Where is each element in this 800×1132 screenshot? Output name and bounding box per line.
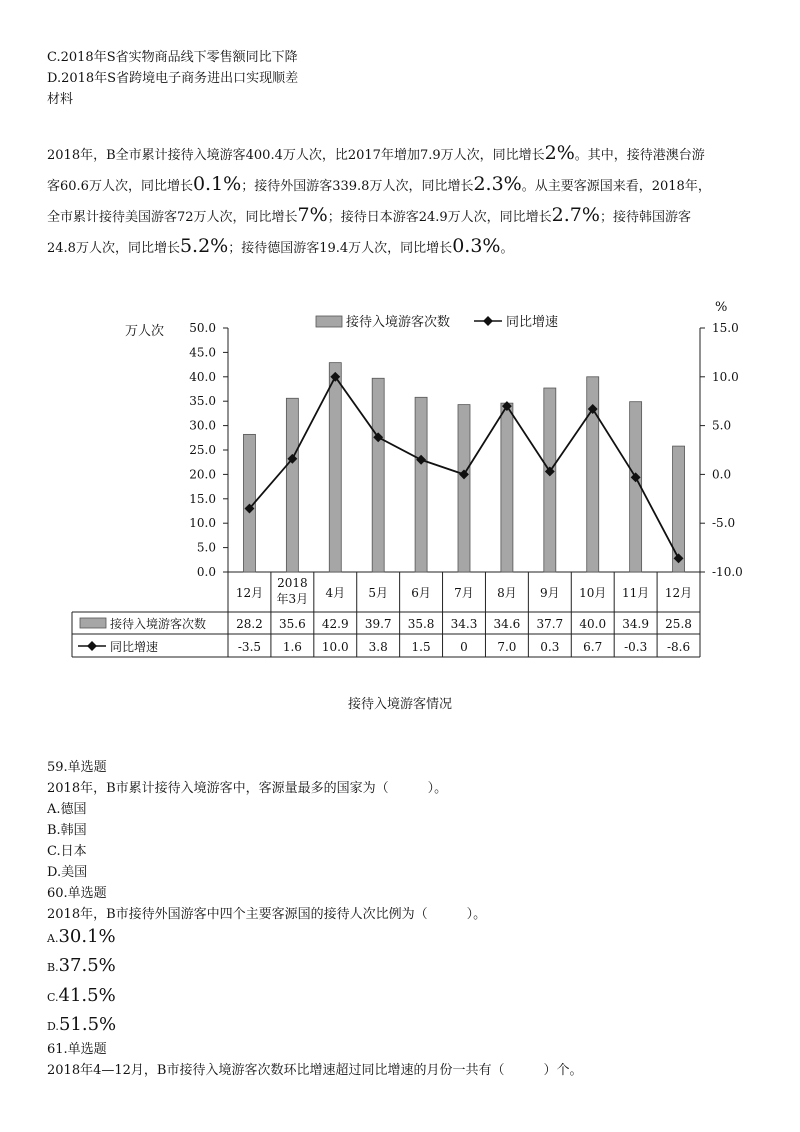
bar: [415, 397, 427, 572]
left-tick-label: 50.0: [189, 321, 216, 335]
paragraph-line-2: 客60.6万人次，同比增长0.1%；接待外国游客339.8万人次，同比增长2.3%。从主要客源国来看，2018年，: [47, 173, 711, 195]
category-label: 年3月: [276, 592, 309, 606]
table-line-marker: [87, 641, 97, 651]
table-value-growth: -0.3: [624, 640, 648, 654]
left-axis-unit: 万人次: [125, 324, 165, 339]
bar: [372, 378, 384, 572]
category-label: 12月: [664, 586, 693, 600]
option-c: C.2018年S省实物商品线下零售额同比下降: [47, 50, 298, 65]
right-tick-label: 15.0: [712, 321, 739, 335]
left-tick-label: 45.0: [189, 345, 216, 360]
chart-caption: 接待入境游客情况: [347, 697, 452, 712]
bar: [458, 405, 470, 572]
bar: [544, 388, 556, 572]
legend-line-marker: [483, 316, 493, 326]
bar: [329, 363, 341, 572]
bar: [286, 398, 298, 572]
right-tick-label: 5.0: [712, 418, 732, 433]
paragraph-line-3: 全市累计接待美国游客72万人次，同比增长7%；接待日本游客24.9万人次，同比增长2.7%；接待韩国游客: [47, 204, 691, 226]
paragraph-line-1: 2018年，B全市累计接待入境游客400.4万人次，比2017年增加7.9万人次，同比增长2%。其中，接待港澳台游: [47, 142, 705, 164]
table-value-growth: -8.6: [666, 640, 691, 654]
table-value-visitors: 39.7: [364, 617, 392, 631]
q59-header: 59.单选题: [47, 760, 107, 775]
left-tick-label: 40.0: [189, 369, 216, 384]
category-label: 7月: [454, 586, 474, 600]
table-value-visitors: 34.6: [493, 617, 521, 631]
table-value-visitors: 35.6: [279, 617, 306, 631]
q60-option-d[interactable]: D.51.5%: [47, 1014, 117, 1035]
table-value-growth: 6.7: [583, 640, 603, 654]
table-value-visitors: 40.0: [579, 617, 607, 631]
right-tick-label: -10.0: [712, 565, 743, 579]
table-value-visitors: 34.9: [622, 617, 649, 631]
right-tick-label: -5.0: [712, 516, 736, 531]
left-tick-label: 15.0: [189, 491, 216, 506]
q60-header: 60.单选题: [47, 886, 107, 901]
category-label: 11月: [621, 586, 650, 600]
table-value-growth: 10.0: [321, 640, 349, 654]
q59-option-d[interactable]: D.美国: [47, 865, 88, 880]
category-label: 10月: [579, 586, 607, 600]
option-d: D.2018年S省跨境电子商务进出口实现顺差: [47, 71, 299, 86]
bar: [673, 446, 685, 572]
table-value-visitors: 28.2: [236, 617, 263, 631]
right-axis-unit: %: [715, 300, 728, 315]
table-value-growth: 0.3: [540, 640, 560, 654]
table-value-growth: 7.0: [497, 640, 517, 654]
table-value-growth: 3.8: [368, 640, 388, 654]
bar: [501, 403, 513, 572]
table-value-visitors: 35.8: [407, 617, 435, 631]
left-tick-label: 0.0: [196, 565, 216, 579]
table-row-label-bars: 接待入境游客次数: [110, 617, 207, 631]
table-value-growth: -3.5: [237, 640, 262, 654]
legend-bar-label: 接待入境游客次数: [346, 315, 451, 330]
q59-option-a[interactable]: A.德国: [47, 802, 87, 817]
left-tick-label: 20.0: [189, 467, 216, 482]
right-tick-label: 0.0: [712, 467, 732, 482]
category-label: 12月: [235, 586, 264, 600]
q60-option-b[interactable]: B.37.5%: [47, 955, 116, 976]
table-row-label-growth: 同比增速: [110, 640, 159, 654]
q60-option-a[interactable]: A.30.1%: [47, 926, 116, 947]
left-tick-label: 10.0: [189, 516, 216, 531]
category-label: 5月: [368, 586, 389, 600]
table-value-visitors: 25.8: [665, 617, 692, 631]
table-value-visitors: 37.7: [536, 617, 564, 631]
q61-header: 61.单选题: [47, 1042, 107, 1057]
material-label: 材料: [47, 92, 74, 107]
category-label: 6月: [411, 586, 431, 600]
q59-option-c[interactable]: C.日本: [47, 844, 87, 859]
category-label: 9月: [539, 586, 560, 600]
legend-bar-swatch: [316, 316, 342, 327]
left-tick-label: 25.0: [189, 443, 216, 457]
left-tick-label: 5.0: [196, 540, 216, 555]
q59-option-b[interactable]: B.韩国: [47, 823, 87, 838]
category-label: 2018: [277, 576, 308, 590]
q60-option-c[interactable]: C.41.5%: [47, 985, 116, 1006]
paragraph-line-4: 24.8万人次，同比增长5.2%；接待德国游客19.4万人次，同比增长0.3%。: [47, 235, 514, 257]
left-tick-label: 30.0: [189, 418, 216, 433]
table-value-growth: 1.5: [411, 640, 431, 654]
table-value-visitors: 42.9: [321, 617, 349, 631]
table-value-visitors: 34.3: [450, 617, 478, 631]
q60-stem: 2018年，B市接待外国游客中四个主要客源国的接待人次比例为（ ）。: [47, 907, 487, 922]
right-tick-label: 10.0: [712, 369, 739, 384]
category-label: 4月: [325, 586, 346, 600]
q61-stem: 2018年4—12月，B市接待入境游客次数环比增速超过同比增速的月份一共有（ ）个。: [47, 1063, 583, 1078]
table-value-growth: 1.6: [282, 640, 302, 654]
left-tick-label: 35.0: [189, 394, 216, 409]
table-value-growth: 0: [460, 640, 468, 654]
legend-line-label: 同比增速: [506, 315, 559, 330]
q59-stem: 2018年，B市累计接待入境游客中，客源量最多的国家为（ ）。: [47, 781, 448, 796]
category-label: 8月: [497, 586, 517, 600]
table-bar-swatch: [80, 618, 106, 628]
